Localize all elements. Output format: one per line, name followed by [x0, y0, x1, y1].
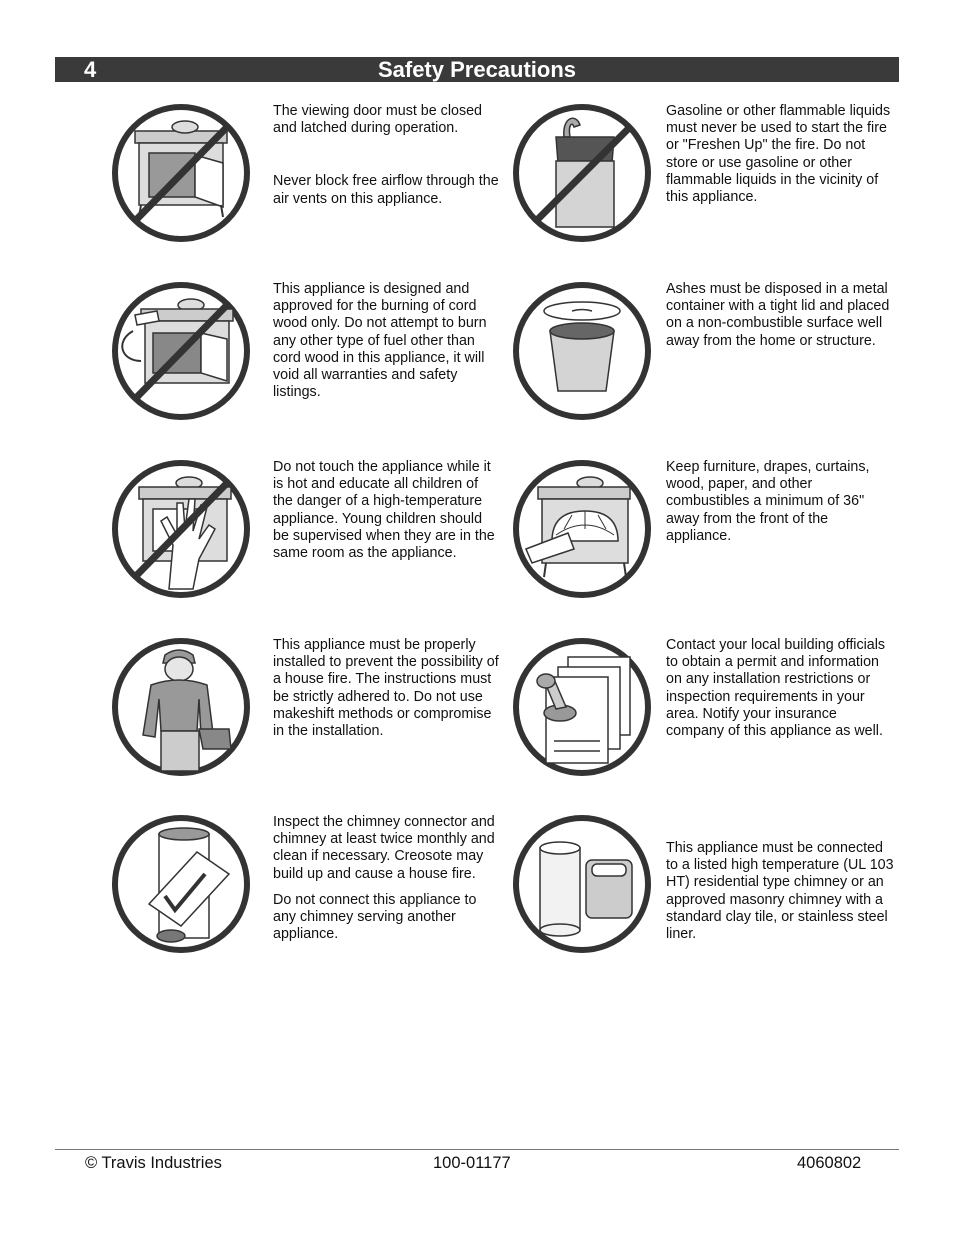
safety-text-1	[273, 103, 501, 208]
stove-combustibles-clearance-icon	[512, 459, 652, 599]
hand-touch-prohibited-icon	[111, 459, 251, 599]
footer-copyright: © Travis Industries	[85, 1154, 222, 1172]
permit-documents-stamp-icon	[512, 637, 652, 777]
safety-text-2	[666, 103, 894, 206]
safety-text-9	[273, 814, 501, 943]
safety-paragraph: Contact your local building officials to obtain a permit and information on any installation restrictions or inspection requirements in your area. Notify your insurance company of this appliance as well.	[666, 637, 886, 740]
safety-paragraph: Inspect the chimney connector and chimney at least twice monthly and clean if necessary. Creosote may build up and cause a house fire.	[273, 814, 495, 882]
safety-paragraph: Do not connect this appliance to any chimney serving another appliance.	[273, 891, 477, 943]
safety-paragraph: This appliance must be connected to a listed high temperature (UL 103 HT) residential type chimney or an approved masonry chimney with a standard clay tile, or stainless steel liner.	[666, 840, 894, 943]
safety-paragraph: This appliance is designed and approved for the burning of cord wood only. Do not attempt to burn any other type of fuel other than cord wood in this appliance, it will void all warranties and safety listings.	[273, 281, 487, 401]
safety-paragraph: The viewing door must be closed and latched during operation.	[273, 103, 483, 137]
safety-paragraph: Ashes must be disposed in a metal container with a tight lid and placed on a non-combustible surface well away from the home or structure.	[666, 281, 890, 349]
safety-paragraph: Never block free airflow through the air vents on this appliance.	[273, 173, 499, 207]
chimney-inspection-check-icon	[111, 814, 251, 954]
safety-text-6	[666, 459, 894, 545]
footer-part-number: 100-01177	[433, 1154, 511, 1172]
safety-text-7	[273, 637, 501, 740]
metal-ash-container-icon	[512, 281, 652, 421]
footer-divider	[55, 1149, 899, 1150]
page-number: 4	[84, 57, 97, 82]
safety-text-8	[666, 637, 894, 740]
page-title: Safety Precautions	[377, 57, 577, 82]
safety-paragraph: Do not touch the appliance while it is hot and educate all children of the danger of a high-temperature appliance. Young children should be supervised when they are in the same room as the appliance.	[273, 459, 495, 562]
chimney-liner-icon	[512, 814, 652, 954]
safety-text-3	[273, 281, 501, 401]
safety-paragraph: Keep furniture, drapes, curtains, wood, paper, and other combustibles a minimum of 36" away from the front of the appliance.	[666, 459, 870, 544]
installer-worker-icon	[111, 637, 251, 777]
safety-text-4	[666, 281, 894, 350]
stove-door-prohibited-icon	[111, 103, 251, 243]
safety-paragraph: Gasoline or other flammable liquids must never be used to start the fire or "Freshen Up" the fire. Do not store or use gasoline or other flammable liquids in the vicinity of this appliance.	[666, 103, 891, 206]
gasoline-can-prohibited-icon	[512, 103, 652, 243]
safety-text-5	[273, 459, 501, 562]
stove-other-fuel-prohibited-icon	[111, 281, 251, 421]
safety-text-10	[666, 840, 894, 943]
footer-doc-number: 4060802	[797, 1154, 862, 1172]
section-header	[55, 57, 899, 82]
safety-paragraph: This appliance must be properly installed to prevent the possibility of a house fire. The instructions must be strictly adhered to. Do not use makeshift methods or compromise in the installation.	[273, 637, 499, 740]
